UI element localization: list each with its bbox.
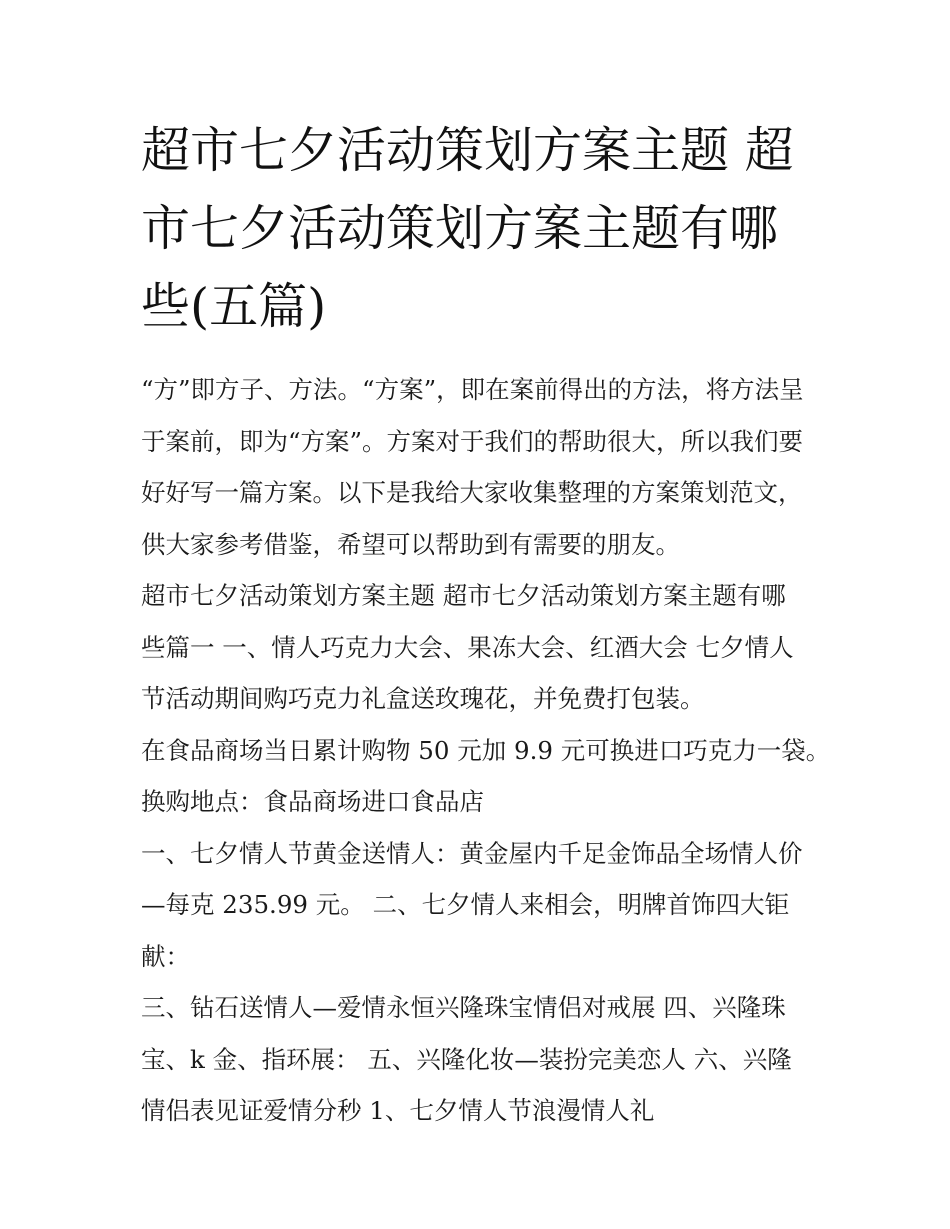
- title-line: 市七夕活动策划方案主题有哪: [141, 200, 779, 257]
- section-one-paragraph: [141, 570, 813, 725]
- text-line: 好好写一篇方案。以下是我给大家收集整理的方案策划范文，: [141, 478, 803, 507]
- text-line: 三、钻石送情人—爱情永恒兴隆珠宝情侣对戒展 四、兴隆珠: [141, 993, 786, 1022]
- text-line: 换购地点：食品商场进口食品店: [141, 787, 484, 816]
- text-line: 于案前，即为“方案”。方案对于我们的帮助很大，所以我们要: [141, 426, 804, 456]
- text-line: 节活动期间购巧克力礼盒送玫瑰花，并免费打包装。: [141, 684, 705, 713]
- text-line: 些篇一 一、情人巧克力大会、果冻大会、红酒大会 七夕情人: [141, 632, 794, 662]
- gold-paragraph: [141, 828, 813, 983]
- offer-paragraph: [141, 725, 831, 777]
- title-line: 些(五篇): [141, 278, 327, 335]
- text-line: 供大家参考借鉴，希望可以帮助到有需要的朋友。: [141, 529, 680, 559]
- intro-paragraph: [141, 364, 813, 570]
- text-line: 超市七夕活动策划方案主题 超市七夕活动策划方案主题有哪: [141, 581, 786, 610]
- text-line: 一、七夕情人节黄金送情人：黄金屋内千足金饰品全场情人价: [141, 838, 803, 868]
- text-line: —每克 235.99 元。 二、七夕情人来相会，明牌首饰四大钜: [141, 890, 790, 919]
- text-line: 在食品商场当日累计购物 50 元加 9.9 元可换进口巧克力一袋。: [141, 735, 831, 765]
- text-line: 献：: [141, 941, 190, 971]
- text-line: 情侣表见证爱情分秒 1、七夕情人节浪漫情人礼: [141, 1096, 655, 1125]
- text-line: 宝、k 金、指环展： 五、兴隆化妆—装扮完美恋人 六、兴隆: [141, 1044, 792, 1074]
- location-paragraph: [141, 776, 813, 828]
- title-line: 超市七夕活动策划方案主题 超: [141, 122, 794, 179]
- text-line: “方”即方子、方法。“方案”，即在案前得出的方法，将方法呈: [141, 375, 804, 404]
- document-title: [141, 112, 813, 346]
- jewelry-paragraph: [141, 982, 813, 1137]
- document-body: [141, 112, 831, 1137]
